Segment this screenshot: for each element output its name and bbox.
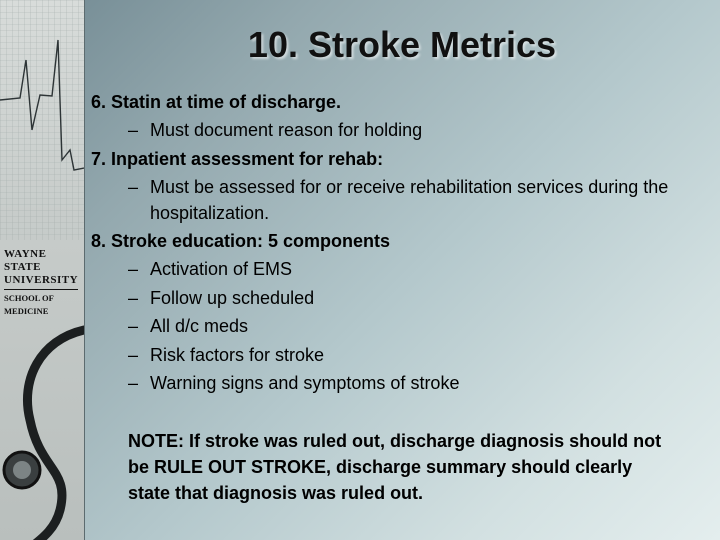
bullet-text: Risk factors for stroke (150, 345, 325, 365)
metric-item-6 (91, 88, 341, 116)
metric-item-text: 7. Inpatient assessment for rehab: (91, 149, 384, 169)
metric-item-8 (91, 227, 390, 255)
bullet-text: hospitalization. (150, 203, 270, 223)
slide-title: 10. Stroke Metrics (247, 24, 557, 65)
stethoscope-tube (27, 330, 84, 540)
bullet-dash: – (128, 120, 139, 140)
bullet-dash: – (128, 373, 139, 393)
sub-bullet (128, 116, 422, 144)
metric-item-text: 8. Stroke education: 5 components (91, 231, 391, 251)
bullet-dash: – (128, 259, 139, 279)
sub-bullet (128, 341, 324, 369)
bullet-dash: – (128, 177, 139, 197)
ecg-grid (0, 0, 84, 240)
logo-line-3: SCHOOL OF MEDICINE (4, 293, 54, 316)
bullet-text: All d/c meds (150, 316, 249, 336)
bullet-dash: – (128, 345, 139, 365)
bullet-text: Warning signs and symptoms of stroke (150, 373, 460, 393)
bullet-text: Follow up scheduled (150, 288, 315, 308)
university-logo (4, 248, 78, 318)
sub-bullet (128, 284, 314, 312)
sub-bullet (128, 255, 292, 283)
logo-line-1: WAYNE STATE (4, 248, 47, 273)
bullet-text: Must document reason for holding (150, 120, 423, 140)
sub-bullet (128, 312, 248, 340)
bullet-dash: – (128, 288, 139, 308)
note-line: NOTE: If stroke was ruled out, discharge diagnosis should not (128, 431, 662, 451)
sidebar-graphic (0, 0, 85, 540)
sub-bullet (128, 173, 668, 201)
note-line: be RULE OUT STROKE, discharge summary should clearly (128, 457, 633, 477)
bullet-text: Activation of EMS (150, 259, 293, 279)
note-block (128, 428, 720, 506)
logo-line-2: UNIVERSITY (4, 274, 78, 290)
metric-item-text: 6. Statin at time of discharge. (91, 92, 342, 112)
sub-bullet-continuation (150, 199, 269, 227)
bullet-dash: – (128, 316, 139, 336)
bullet-text: Must be assessed for or receive rehabilitation services during the (150, 177, 669, 197)
sub-bullet (128, 369, 459, 397)
metric-item-7 (91, 145, 383, 173)
note-line: state that diagnosis was ruled out. (128, 483, 424, 503)
